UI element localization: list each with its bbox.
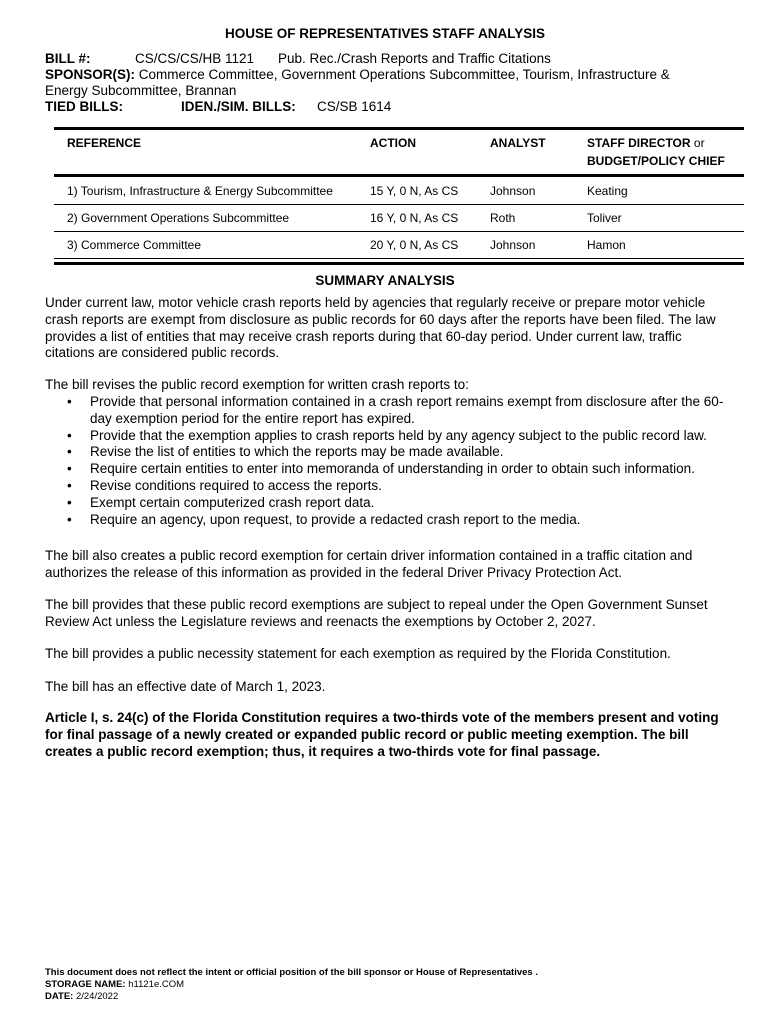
table-top-rule [54, 127, 744, 130]
row-action: 15 Y, 0 N, As CS [370, 184, 459, 198]
row-divider [54, 258, 744, 259]
row-reference: 1) Tourism, Infrastructure & Energy Subcommittee [67, 184, 333, 198]
footer-storage: STORAGE NAME: h1121e.COM [45, 979, 185, 990]
table-bottom-rule [54, 262, 744, 265]
row-reference: 3) Commerce Committee [67, 238, 202, 252]
list-item: • Provide that personal information contained in a crash report remains exempt from disclosure after the 60-day exemption period for the entire report has expired. [67, 394, 724, 426]
summary-paragraph-7: Article I, s. 24(c) of the Florida Constitution requires a two-thirds vote of the members present and voting for final passage of a newly created or expanded public record or public meeting exemption. The bill creates a public record exemption; thus, it requires a two-thirds vote for final passage. [45, 710, 719, 759]
summary-paragraph-5: The bill provides a public necessity statement for each exemption as required by the Florida Constitution. [45, 646, 671, 661]
sponsors-label: SPONSOR(S): [45, 67, 136, 82]
tied-bills-line [45, 99, 392, 115]
bill-number: CS/CS/CS/HB 1121 [135, 51, 255, 66]
footer-date: DATE: 2/24/2022 [45, 991, 119, 1002]
row-divider [54, 204, 744, 205]
sponsors-line [45, 67, 670, 83]
document-title: HOUSE OF REPRESENTATIVES STAFF ANALYSIS [224, 26, 546, 41]
row-director: Hamon [587, 238, 626, 252]
header-analyst: ANALYST [490, 136, 546, 150]
row-director: Toliver [587, 211, 622, 225]
row-divider [54, 231, 744, 232]
summary-paragraph-4: The bill provides that these public record exemptions are subject to repeal under the Open Government Sunset Review Act unless the Legislature reviews and reenacts the exemptions by October 2, 2027. [45, 597, 708, 629]
row-analyst: Roth [490, 211, 516, 225]
list-item: • Revise conditions required to access the reports. [67, 477, 382, 493]
header-budget-chief: BUDGET/POLICY CHIEF [587, 154, 725, 168]
list-item: • Require certain entities to enter into memoranda of understanding in order to obtain such information. [67, 461, 695, 477]
header-reference: REFERENCE [67, 136, 142, 150]
bill-line [45, 51, 551, 67]
row-action: 16 Y, 0 N, As CS [370, 211, 459, 225]
list-item: • Provide that the exemption applies to crash reports held by any agency subject to the public record law. [67, 427, 707, 443]
footer-disclaimer: This document does not reflect the intent or official position of the bill sponsor or House of Representatives . [45, 967, 538, 978]
header-action: ACTION [370, 136, 416, 150]
sponsors-value-2: Energy Subcommittee, Brannan [45, 83, 237, 98]
header-director: STAFF DIRECTOR or [587, 136, 705, 150]
header-bottom-rule [54, 174, 744, 177]
bill-subject: Pub. Rec./Crash Reports and Traffic Citations [278, 51, 551, 66]
iden-bills-label: IDEN./SIM. BILLS: [181, 99, 296, 114]
tied-bills-label: TIED BILLS: [45, 99, 123, 114]
row-action: 20 Y, 0 N, As CS [370, 238, 459, 252]
summary-title: SUMMARY ANALYSIS [315, 273, 455, 288]
revisions-list [45, 394, 735, 528]
list-item: • Require an agency, upon request, to provide a redacted crash report to the media. [67, 511, 581, 527]
list-item: • Revise the list of entities to which the reports may be made available. [67, 444, 504, 460]
row-director: Keating [587, 184, 628, 198]
summary-paragraph-2: The bill revises the public record exemption for written crash reports to: [45, 377, 469, 392]
bill-label: BILL #: [45, 51, 91, 66]
sponsors-value-1: Commerce Committee, Government Operations Subcommittee, Tourism, Infrastructure & [138, 67, 670, 82]
summary-paragraph-6: The bill has an effective date of March 1, 2023. [45, 679, 326, 694]
row-analyst: Johnson [490, 184, 536, 198]
iden-bills-value: CS/SB 1614 [317, 99, 392, 114]
summary-paragraph-3: The bill also creates a public record exemption for certain driver information contained in a traffic citation and authorizes the release of this information as provided in the federal Driver Privacy Protection Act. [45, 548, 693, 580]
row-reference: 2) Government Operations Subcommittee [67, 211, 290, 225]
list-item: • Exempt certain computerized crash report data. [67, 494, 375, 510]
row-analyst: Johnson [490, 238, 536, 252]
summary-paragraph-1: Under current law, motor vehicle crash reports held by agencies that regularly receive or prepare motor vehicle crash reports are exempt from disclosure as public records for 60 days after the reports have been filed. The law provides a list of entities that may receive crash reports during that 60-day period. Under current law, traffic citations are considered public records. [45, 295, 716, 361]
